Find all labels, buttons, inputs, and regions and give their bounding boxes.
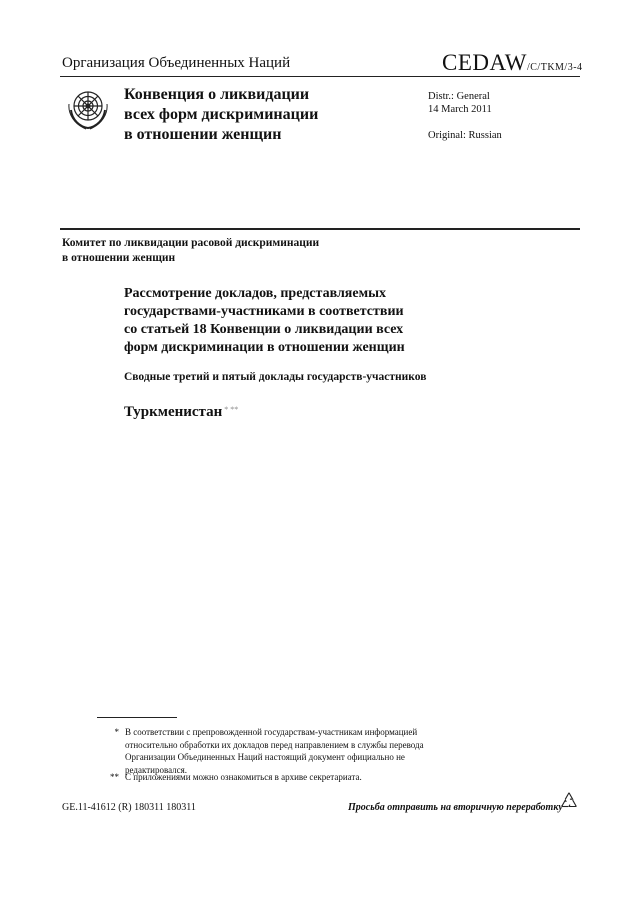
footnote-line: Организации Объединенных Наций настоящий документ официально не — [125, 752, 405, 762]
symbol-suffix: /C/TKM/3-4 — [526, 62, 583, 73]
footnote — [105, 726, 485, 776]
organization-name: Организация Объединенных Наций — [62, 55, 291, 71]
footnote-line: редактировался. — [125, 764, 188, 775]
symbol-main: CEDAW — [442, 50, 527, 75]
country-heading — [124, 404, 238, 421]
original-language: Original: Russian — [428, 130, 502, 141]
footnote-line: относительно обработки их докладов перед направлением в службы перевода — [125, 739, 424, 750]
recycle-note: Просьба отправить на вторичную переработку — [348, 802, 563, 813]
convention-title-line: в отношении женщин — [124, 126, 282, 143]
report-title-line: государствами-участниками в соответствии — [124, 304, 404, 319]
report-title-line: со статьей 18 Конвенции о ликвидации всех — [124, 322, 404, 337]
footnote-line: С приложениями можно ознакомиться в архиве секретариата. — [125, 772, 362, 782]
report-title-line: форм дискриминации в отношении женщин — [124, 340, 405, 355]
document-symbol — [442, 50, 583, 76]
section-rule — [60, 228, 580, 230]
convention-title — [124, 85, 384, 145]
convention-title-line: Конвенция о ликвидации — [124, 86, 310, 103]
footnote-rule — [97, 717, 177, 718]
issue-date: 14 March 2011 — [428, 104, 492, 115]
document-number: GE.11-41612 (R) 180311 180311 — [62, 802, 196, 813]
recycle-icon — [558, 790, 580, 812]
distribution-block — [428, 90, 492, 116]
report-subtitle: Сводные третий и пятый доклады государств-участников — [124, 371, 427, 383]
report-title-line: Рассмотрение докладов, представляемых — [124, 286, 387, 301]
committee-line: Комитет по ликвидации расовой дискриминации — [62, 237, 320, 249]
committee-name — [62, 236, 392, 266]
country-name: Туркменистан — [124, 404, 223, 420]
footnote — [105, 771, 485, 784]
footnote-mark: * — [114, 727, 119, 737]
footnote-mark: ** — [110, 772, 119, 782]
footnote-line: В соответствии с препровожденной государствам-участникам информацией — [125, 727, 418, 737]
committee-line: в отношении женщин — [62, 252, 176, 264]
convention-title-line: всех форм дискриминации — [124, 106, 319, 123]
distribution: Distr.: General — [428, 91, 490, 102]
report-title — [124, 285, 464, 357]
footnote-marks: * ** — [224, 405, 239, 414]
un-emblem-icon — [64, 84, 112, 132]
header-rule — [60, 76, 580, 77]
